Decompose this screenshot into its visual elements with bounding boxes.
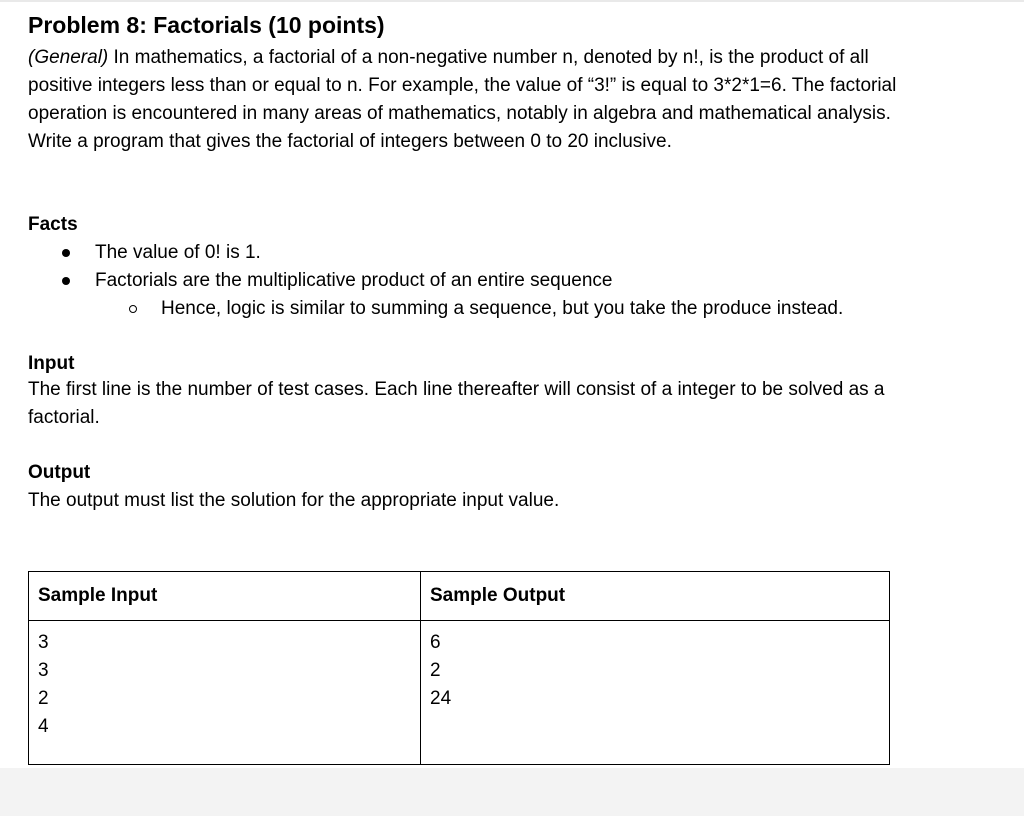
sample-output-header: Sample Output: [421, 572, 890, 621]
facts-subitem: Hence, logic is similar to summing a sequence, but you take the produce instead.: [161, 298, 844, 319]
input-description: The first line is the number of test cases. Each line thereafter will consist of a integer to be solved as a factorial.: [28, 379, 885, 428]
sample-output-line: 6: [430, 632, 441, 653]
bullet-icon: [62, 277, 70, 285]
output-description: The output must list the solution for the appropriate input value.: [28, 490, 560, 511]
sample-input-line: 2: [38, 688, 49, 709]
hollow-bullet-icon: [129, 305, 137, 313]
sample-table-row: [29, 621, 890, 765]
facts-item: Factorials are the multiplicative product of an entire sequence: [95, 270, 613, 291]
problem-description: [28, 44, 908, 156]
sample-input-line: 3: [38, 632, 49, 653]
page-top-divider: [0, 0, 1024, 2]
bullet-icon: [62, 249, 70, 257]
sample-table: [28, 571, 890, 765]
viewer-background: [0, 768, 1024, 816]
sample-table-header-row: [29, 572, 890, 621]
problem-title: Problem 8: Factorials (10 points): [28, 12, 385, 38]
sample-input-line: 3: [38, 660, 49, 681]
output-heading: Output: [28, 462, 91, 483]
intro-text: In mathematics, a factorial of a non-negative number n, denoted by n!, is the product of all positive integers less than or equal to n. For example, the value of “3!” is equal to 3*2*1=6. The factorial operation is encountered in many areas of mathematics, notably in algebra and mathematical analysis. Write a program that gives the factorial of integers between 0 to 20 inclusive.: [28, 47, 897, 152]
sample-input-cell: [29, 621, 421, 765]
input-heading: Input: [28, 353, 75, 374]
intro-tag: (General): [28, 47, 109, 68]
sample-output-cell: [421, 621, 890, 765]
facts-heading: Facts: [28, 214, 78, 235]
sample-input-line: 4: [38, 716, 49, 737]
sample-output-line: 24: [430, 688, 452, 709]
sample-input-header: Sample Input: [29, 572, 421, 621]
sample-output-line: 2: [430, 660, 441, 681]
facts-item: The value of 0! is 1.: [95, 242, 261, 263]
